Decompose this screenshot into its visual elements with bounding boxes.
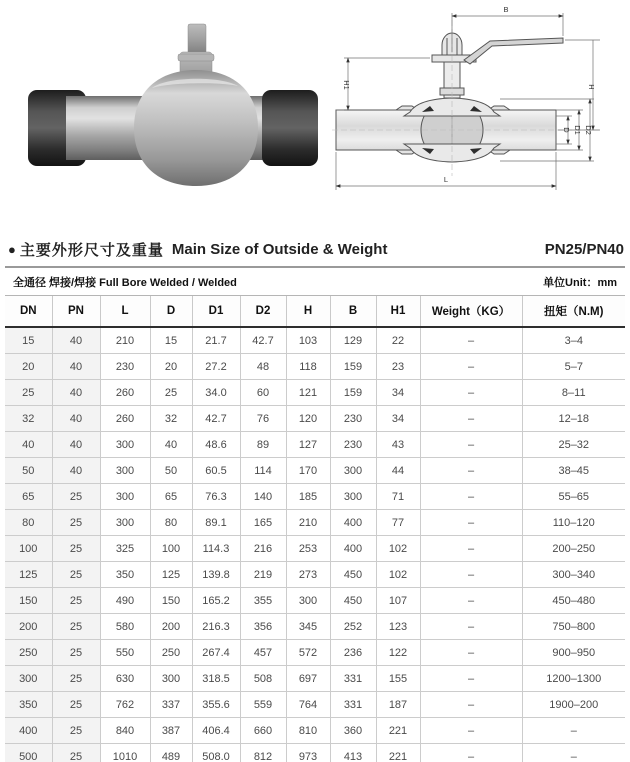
table-cell: 300: [330, 484, 376, 510]
table-cell: 65: [150, 484, 192, 510]
table-cell: 750–800: [522, 614, 625, 640]
table-subheader-row: [5, 267, 625, 296]
table-cell: –: [420, 510, 522, 536]
table-cell: 400: [330, 536, 376, 562]
valve-body: [134, 70, 258, 186]
table-cell: 125: [5, 562, 52, 588]
table-cell: –: [420, 327, 522, 354]
table-row: [5, 406, 625, 432]
column-header: L: [100, 296, 150, 328]
table-cell: 89.1: [192, 510, 240, 536]
table-cell: 200: [150, 614, 192, 640]
table-cell: 25: [52, 484, 100, 510]
table-cell: 107: [376, 588, 420, 614]
table-cell: 300: [100, 510, 150, 536]
valve-photo: [22, 10, 324, 210]
table-cell: 300: [5, 666, 52, 692]
table-cell: 34: [376, 406, 420, 432]
table-cell: 40: [5, 432, 52, 458]
table-cell: 121: [286, 380, 330, 406]
table-cell: 89: [240, 432, 286, 458]
table-cell: 508.0: [192, 744, 240, 762]
table-cell: –: [420, 614, 522, 640]
table-cell: –: [420, 354, 522, 380]
table-row: [5, 692, 625, 718]
table-cell: 350: [5, 692, 52, 718]
table-cell: 12–18: [522, 406, 625, 432]
table-cell: 50: [150, 458, 192, 484]
table-cell: 250: [150, 640, 192, 666]
table-cell: 630: [100, 666, 150, 692]
table-cell: 764: [286, 692, 330, 718]
table-cell: 48.6: [192, 432, 240, 458]
table-cell: 3–4: [522, 327, 625, 354]
table-cell: –: [420, 718, 522, 744]
table-cell: 300: [100, 432, 150, 458]
table-cell: 250: [5, 640, 52, 666]
table-cell: 165.2: [192, 588, 240, 614]
table-cell: 60: [240, 380, 286, 406]
table-cell: 25: [52, 718, 100, 744]
table-cell: 230: [330, 406, 376, 432]
table-cell: 210: [100, 327, 150, 354]
column-header: 扭矩（N.M): [522, 296, 625, 328]
table-cell: –: [420, 640, 522, 666]
table-cell: 123: [376, 614, 420, 640]
table-cell: 40: [52, 406, 100, 432]
section-title-zh: 主要外形尺寸及重量: [19, 241, 164, 259]
table-cell: 230: [100, 354, 150, 380]
dim-label-d2: D2: [584, 125, 593, 135]
table-cell: 65: [5, 484, 52, 510]
table-cell: 300: [150, 666, 192, 692]
table-cell: 25: [52, 562, 100, 588]
table-cell: 15: [150, 327, 192, 354]
right-weld-cap: [262, 90, 318, 166]
table-cell: 810: [286, 718, 330, 744]
table-cell: –: [420, 666, 522, 692]
table-cell: 267.4: [192, 640, 240, 666]
table-cell: 40: [52, 458, 100, 484]
table-row: [5, 327, 625, 354]
table-cell: 155: [376, 666, 420, 692]
table-row: [5, 718, 625, 744]
spec-table: [5, 266, 625, 762]
table-cell: 25: [52, 536, 100, 562]
table-cell: 253: [286, 536, 330, 562]
table-cell: 118: [286, 354, 330, 380]
table-cell: 80: [5, 510, 52, 536]
table-cell: 40: [52, 354, 100, 380]
table-cell: 762: [100, 692, 150, 718]
table-header-row: [5, 296, 625, 328]
table-cell: 44: [376, 458, 420, 484]
table-cell: 25: [52, 666, 100, 692]
table-cell: 25: [5, 380, 52, 406]
table-cell: 559: [240, 692, 286, 718]
column-header: PN: [52, 296, 100, 328]
table-cell: 159: [330, 354, 376, 380]
table-cell: 318.5: [192, 666, 240, 692]
column-header: Weight（KG）: [420, 296, 522, 328]
table-cell: 122: [376, 640, 420, 666]
table-cell: 50: [5, 458, 52, 484]
table-cell: 300: [286, 588, 330, 614]
table-cell: –: [420, 432, 522, 458]
valve-drawing: [330, 0, 630, 205]
table-cell: 125: [150, 562, 192, 588]
table-cell: 25: [52, 744, 100, 762]
table-cell: –: [522, 744, 625, 762]
table-cell: 400: [330, 510, 376, 536]
table-cell: 76: [240, 406, 286, 432]
section-title-en: Main Size of Outside & Weight: [171, 240, 388, 258]
table-row: [5, 640, 625, 666]
table-cell: 216.3: [192, 614, 240, 640]
table-cell: 219: [240, 562, 286, 588]
table-cell: 25: [52, 510, 100, 536]
table-cell: 159: [330, 380, 376, 406]
table-cell: –: [420, 744, 522, 762]
table-cell: 331: [330, 666, 376, 692]
table-cell: 20: [150, 354, 192, 380]
table-cell: –: [420, 380, 522, 406]
table-cell: 40: [150, 432, 192, 458]
table-cell: 110–120: [522, 510, 625, 536]
table-cell: 580: [100, 614, 150, 640]
table-cell: 42.7: [240, 327, 286, 354]
table-cell: 572: [286, 640, 330, 666]
table-cell: 55–65: [522, 484, 625, 510]
table-cell: 100: [5, 536, 52, 562]
table-cell: 812: [240, 744, 286, 762]
table-cell: 252: [330, 614, 376, 640]
table-cell: –: [522, 718, 625, 744]
table-cell: 139.8: [192, 562, 240, 588]
table-cell: 38–45: [522, 458, 625, 484]
table-cell: –: [420, 692, 522, 718]
table-cell: 100: [150, 536, 192, 562]
column-header: DN: [5, 296, 52, 328]
table-cell: 48: [240, 354, 286, 380]
table-cell: 345: [286, 614, 330, 640]
spec-table-wrap: [5, 266, 625, 762]
table-cell: 25: [52, 588, 100, 614]
table-cell: 387: [150, 718, 192, 744]
table-cell: 43: [376, 432, 420, 458]
dim-label-h1: H1: [342, 80, 351, 90]
table-subheader-right: 单位Unit：mm: [420, 267, 625, 296]
table-row: [5, 458, 625, 484]
table-cell: 450–480: [522, 588, 625, 614]
dim-label-d: D: [562, 127, 571, 133]
table-cell: 300: [100, 484, 150, 510]
table-cell: 221: [376, 718, 420, 744]
table-cell: 200–250: [522, 536, 625, 562]
table-cell: 360: [330, 718, 376, 744]
table-row: [5, 666, 625, 692]
column-header: D: [150, 296, 192, 328]
table-cell: 210: [286, 510, 330, 536]
table-cell: 102: [376, 536, 420, 562]
table-row: [5, 588, 625, 614]
table-cell: 450: [330, 588, 376, 614]
table-cell: 400: [5, 718, 52, 744]
table-cell: 15: [5, 327, 52, 354]
table-cell: 230: [330, 432, 376, 458]
handle-lever: [464, 38, 563, 64]
table-cell: 76.3: [192, 484, 240, 510]
table-row: [5, 614, 625, 640]
dim-label-b: B: [503, 5, 509, 14]
table-subheader-left: 全通径 焊接/焊接 Full Bore Welded / Welded: [5, 267, 420, 296]
table-cell: 8–11: [522, 380, 625, 406]
table-cell: –: [420, 458, 522, 484]
table-cell: 23: [376, 354, 420, 380]
table-cell: 150: [5, 588, 52, 614]
table-cell: 71: [376, 484, 420, 510]
table-cell: 500: [5, 744, 52, 762]
table-row: [5, 432, 625, 458]
table-cell: 355.6: [192, 692, 240, 718]
bullet-icon: ●: [8, 241, 16, 257]
table-cell: 406.4: [192, 718, 240, 744]
table-cell: 165: [240, 510, 286, 536]
table-cell: 1200–1300: [522, 666, 625, 692]
table-cell: –: [420, 536, 522, 562]
table-cell: 60.5: [192, 458, 240, 484]
table-cell: 20: [5, 354, 52, 380]
table-cell: 114.3: [192, 536, 240, 562]
table-cell: 236: [330, 640, 376, 666]
dim-label-d1: D1: [573, 125, 582, 135]
table-cell: 325: [100, 536, 150, 562]
column-header: H: [286, 296, 330, 328]
figures-area: [0, 0, 630, 232]
table-cell: 300: [100, 458, 150, 484]
table-cell: 490: [100, 588, 150, 614]
table-cell: 34: [376, 380, 420, 406]
table-cell: 140: [240, 484, 286, 510]
table-cell: 273: [286, 562, 330, 588]
table-cell: 331: [330, 692, 376, 718]
table-cell: 457: [240, 640, 286, 666]
table-cell: 1010: [100, 744, 150, 762]
table-row: [5, 510, 625, 536]
table-cell: 40: [52, 327, 100, 354]
table-cell: 22: [376, 327, 420, 354]
table-cell: 32: [150, 406, 192, 432]
table-cell: 973: [286, 744, 330, 762]
table-cell: 34.0: [192, 380, 240, 406]
table-cell: 77: [376, 510, 420, 536]
table-row: [5, 354, 625, 380]
table-cell: 129: [330, 327, 376, 354]
table-cell: 150: [150, 588, 192, 614]
table-cell: 120: [286, 406, 330, 432]
dim-label-l: L: [443, 175, 449, 184]
table-cell: 127: [286, 432, 330, 458]
table-cell: 200: [5, 614, 52, 640]
table-cell: 40: [52, 432, 100, 458]
column-header: D2: [240, 296, 286, 328]
table-cell: 185: [286, 484, 330, 510]
table-cell: 40: [52, 380, 100, 406]
table-cell: 450: [330, 562, 376, 588]
table-cell: 216: [240, 536, 286, 562]
table-cell: 25: [52, 692, 100, 718]
table-cell: 25: [52, 614, 100, 640]
table-cell: 25: [52, 640, 100, 666]
table-cell: 80: [150, 510, 192, 536]
table-cell: 900–950: [522, 640, 625, 666]
table-cell: 260: [100, 406, 150, 432]
table-cell: 260: [100, 380, 150, 406]
table-cell: 355: [240, 588, 286, 614]
table-cell: 413: [330, 744, 376, 762]
table-cell: 114: [240, 458, 286, 484]
spec-table-body: [5, 327, 625, 762]
table-cell: –: [420, 406, 522, 432]
table-cell: 25–32: [522, 432, 625, 458]
table-cell: 102: [376, 562, 420, 588]
table-row: [5, 536, 625, 562]
table-cell: 1900–200: [522, 692, 625, 718]
table-cell: 660: [240, 718, 286, 744]
table-cell: 508: [240, 666, 286, 692]
table-cell: 27.2: [192, 354, 240, 380]
table-cell: 300: [330, 458, 376, 484]
table-cell: 300–340: [522, 562, 625, 588]
column-header: D1: [192, 296, 240, 328]
table-cell: 337: [150, 692, 192, 718]
table-cell: 170: [286, 458, 330, 484]
table-cell: 356: [240, 614, 286, 640]
table-cell: 697: [286, 666, 330, 692]
table-cell: 21.7: [192, 327, 240, 354]
table-row: [5, 380, 625, 406]
dim-label-h: H: [587, 84, 596, 90]
table-cell: 42.7: [192, 406, 240, 432]
table-cell: –: [420, 562, 522, 588]
table-row: [5, 562, 625, 588]
table-cell: 840: [100, 718, 150, 744]
table-cell: 32: [5, 406, 52, 432]
table-cell: 25: [150, 380, 192, 406]
table-cell: 550: [100, 640, 150, 666]
table-cell: –: [420, 484, 522, 510]
column-header: H1: [376, 296, 420, 328]
pressure-rating: PN25/PN40: [544, 240, 624, 258]
section-title-row: [8, 237, 624, 261]
table-cell: 350: [100, 562, 150, 588]
table-cell: 5–7: [522, 354, 625, 380]
table-cell: 221: [376, 744, 420, 762]
table-row: [5, 744, 625, 762]
column-header: B: [330, 296, 376, 328]
table-cell: –: [420, 588, 522, 614]
table-cell: 489: [150, 744, 192, 762]
table-cell: 187: [376, 692, 420, 718]
table-row: [5, 484, 625, 510]
table-cell: 103: [286, 327, 330, 354]
